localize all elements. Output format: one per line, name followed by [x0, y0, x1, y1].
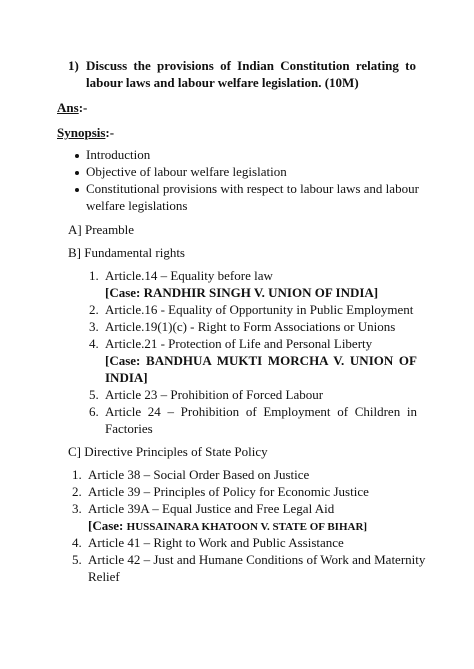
list-item-continuation: Relief	[88, 569, 120, 584]
question-line-1: Discuss the provisions of Indian Constitution relating to	[86, 58, 416, 73]
section-c-heading: C] Directive Principles of State Policy	[68, 444, 268, 459]
case-prefix: [Case:	[88, 518, 124, 533]
ans-heading	[57, 99, 87, 116]
bullet-item: Introduction	[86, 147, 151, 162]
list-number: 5.	[72, 552, 82, 567]
list-number: 1.	[72, 467, 82, 482]
list-item: Article.19(1)(c) - Right to Form Associations or Unions	[105, 319, 396, 334]
list-item: Article 38 – Social Order Based on Justice	[88, 467, 310, 482]
bullet-item-continuation: welfare legislations	[86, 198, 188, 213]
list-item: Article.16 - Equality of Opportunity in Public Employment	[105, 302, 414, 317]
list-number: 3.	[89, 319, 99, 334]
ans-suffix: :-	[78, 100, 88, 115]
list-item: Article 41 – Right to Work and Public Assistance	[88, 535, 344, 550]
list-item: Article 23 – Prohibition of Forced Labour	[105, 387, 324, 402]
section-a-heading: A] Preamble	[68, 222, 135, 237]
list-number: 4.	[89, 336, 99, 351]
section-b-heading: B] Fundamental rights	[68, 245, 185, 260]
question-line-2: labour laws and labour welfare legislation. (10M)	[86, 75, 359, 90]
list-number: 2.	[89, 302, 99, 317]
synopsis-heading	[57, 124, 114, 141]
bullet-item: Objective of labour welfare legislation	[86, 164, 287, 179]
list-number: 5.	[89, 387, 99, 402]
case-name: HUSSAINARA KHATOON V. STATE OF BIHAR]	[126, 521, 368, 533]
question-number: 1)	[68, 58, 79, 73]
list-item: Article 39A – Equal Justice and Free Legal Aid	[88, 501, 335, 516]
list-number: 2.	[72, 484, 82, 499]
list-item: Article.21 - Protection of Life and Personal Liberty	[105, 336, 373, 351]
synopsis-label: Synopsis	[57, 125, 106, 140]
bullet-dot	[75, 188, 79, 192]
case-citation: [Case: BANDHUA MUKTI MORCHA V. UNION OF	[105, 353, 417, 368]
case-citation-continuation: INDIA]	[105, 370, 148, 385]
bullet-dot	[75, 154, 79, 158]
list-item-continuation: Factories	[105, 421, 153, 436]
list-item: Article.14 – Equality before law	[105, 268, 273, 283]
list-number: 3.	[72, 501, 82, 516]
list-number: 1.	[89, 268, 99, 283]
list-item: Article 39 – Principles of Policy for Economic Justice	[88, 484, 369, 499]
bullet-item: Constitutional provisions with respect to labour laws and labour	[86, 181, 419, 196]
list-number: 4.	[72, 535, 82, 550]
list-item: Article 24 – Prohibition of Employment of Children in	[105, 404, 417, 419]
synopsis-suffix: :-	[105, 125, 115, 140]
case-citation: [Case: RANDHIR SINGH V. UNION OF INDIA]	[105, 285, 379, 300]
list-item: Article 42 – Just and Humane Conditions of Work and Maternity	[88, 552, 426, 567]
bullet-dot	[75, 171, 79, 175]
list-number: 6.	[89, 404, 99, 419]
ans-label: Ans	[57, 100, 79, 115]
